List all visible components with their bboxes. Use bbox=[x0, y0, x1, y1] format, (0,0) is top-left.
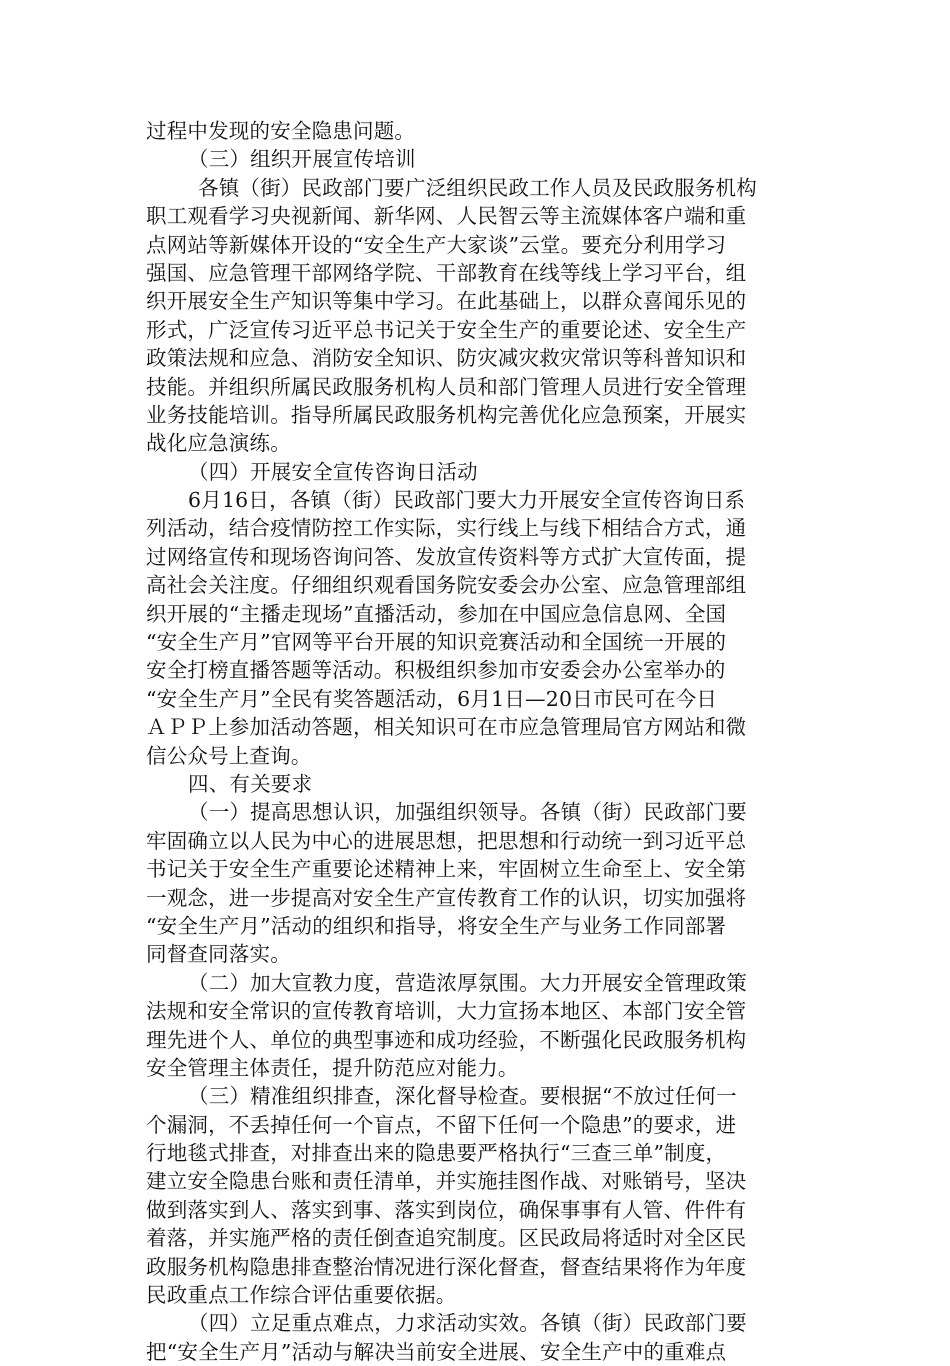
text-line: 书记关于安全生产重要论述精神上来，牢固树立生命至上、安全第 bbox=[146, 857, 747, 882]
text-line: （四）开展安全宣传咨询日活动 bbox=[188, 459, 478, 484]
text-line: 政服务机构隐患排查整治情况进行深化督查，督查结果将作为年度 bbox=[146, 1254, 747, 1279]
text-line: 安全打榜直播答题等活动。积极组织参加市安委会办公室举办的 bbox=[146, 658, 726, 683]
text-line: 安全管理主体责任，提升防范应对能力。 bbox=[146, 1055, 519, 1080]
text-line: 业务技能培训。指导所属民政服务机构完善优化应急预案，开展实 bbox=[146, 402, 747, 427]
text-line: 过程中发现的安全隐患问题。 bbox=[146, 119, 416, 143]
text-line: 行地毯式排查，对排查出来的隐患要严格执行“三查三单”制度， bbox=[146, 1141, 727, 1166]
text-line: 高社会关注度。仔细组织观看国务院安委会办公室、应急管理部组 bbox=[146, 573, 747, 598]
text-line: 信公众号上查询。 bbox=[146, 743, 312, 768]
text-line: 法规和安全常识的宣传教育培训，大力宣扬本地区、本部门安全管 bbox=[146, 999, 747, 1024]
text-line: “安全生产月”全民有奖答题活动，6月1日—20日市民可在今日 bbox=[146, 686, 718, 711]
text-line: 强国、应急管理干部网络学院、干部教育在线等线上学习平台，组 bbox=[146, 260, 747, 285]
text-line: 各镇（街）民政部门要广泛组织民政工作人员及民政服务机构 bbox=[198, 175, 757, 200]
text-line: 理先进个人、单位的典型事迹和成功经验，不断强化民政服务机构 bbox=[146, 1027, 747, 1052]
text-line: 政策法规和应急、消防安全知识、防灾减灾救灾常识等科普知识和 bbox=[146, 346, 747, 371]
text-line: 技能。并组织所属民政服务机构人员和部门管理人员进行安全管理 bbox=[146, 374, 747, 399]
text-line: 点网站等新媒体开设的“安全生产大家谈”云堂。要充分利用学习 bbox=[146, 232, 727, 257]
text-line: 列活动，结合疫情防控工作实际，实行线上与线下相结合方式，通 bbox=[146, 516, 747, 541]
text-line: 织开展安全生产知识等集中学习。在此基础上，以群众喜闻乐见的 bbox=[146, 289, 747, 314]
document-body bbox=[146, 117, 806, 1366]
text-line: 做到落实到人、落实到事、落实到岗位，确保事事有人管、件件有 bbox=[146, 1197, 747, 1222]
text-line: 牢固确立以人民为中心的进展思想，把思想和行动统一到习近平总 bbox=[146, 828, 747, 853]
text-line: 把“安全生产月”活动与解决当前安全进展、安全生产中的重难点 bbox=[146, 1339, 727, 1364]
text-line: ＡＰＰ上参加活动答题，相关知识可在市应急管理局官方网站和微 bbox=[146, 715, 747, 740]
text-line: 战化应急演练。 bbox=[146, 431, 291, 456]
text-line: “安全生产月”官网等平台开展的知识竞赛活动和全国统一开展的 bbox=[146, 630, 727, 655]
text-line: （一）提高思想认识，加强组织领导。各镇（街）民政部门要 bbox=[188, 800, 747, 825]
text-line: 织开展的“主播走现场”直播活动，参加在中国应急信息网、全国 bbox=[146, 601, 727, 626]
text-line: 同督查同落实。 bbox=[146, 942, 291, 967]
text-line: “安全生产月”活动的组织和指导，将安全生产与业务工作同部署 bbox=[146, 913, 727, 938]
text-line: （二）加大宣教力度，营造浓厚氛围。大力开展安全管理政策 bbox=[188, 970, 747, 995]
text-line: （四）立足重点难点，力求活动实效。各镇（街）民政部门要 bbox=[188, 1311, 747, 1336]
text-line: 6月16日，各镇（街）民政部门要大力开展安全宣传咨询日系 bbox=[188, 488, 746, 513]
text-line: （三）组织开展宣传培训 bbox=[188, 147, 416, 172]
text-line: 着落，并实施严格的责任倒查追究制度。区民政局将适时对全区民 bbox=[146, 1226, 747, 1251]
text-line: 职工观看学习央视新闻、新华网、人民智云等主流媒体客户端和重 bbox=[146, 204, 747, 229]
text-line: （三）精准组织排查，深化督导检查。要根据“不放过任何一 bbox=[188, 1084, 737, 1109]
text-line: 形式，广泛宣传习近平总书记关于安全生产的重要论述、安全生产 bbox=[146, 317, 747, 342]
text-line: 四、有关要求 bbox=[188, 771, 313, 796]
text-line: 建立安全隐患台账和责任清单，并实施挂图作战、对账销号，坚决 bbox=[146, 1169, 747, 1194]
text-line: 一观念，进一步提高对安全生产宣传教育工作的认识，切实加强将 bbox=[146, 885, 747, 910]
text-line: 个漏洞，不丢掉任何一个盲点，不留下任何一个隐患”的要求，进 bbox=[146, 1112, 737, 1137]
text-line: 过网络宣传和现场咨询问答、发放宣传资料等方式扩大宣传面，提 bbox=[146, 544, 747, 569]
text-line: 民政重点工作综合评估重要依据。 bbox=[146, 1283, 457, 1308]
